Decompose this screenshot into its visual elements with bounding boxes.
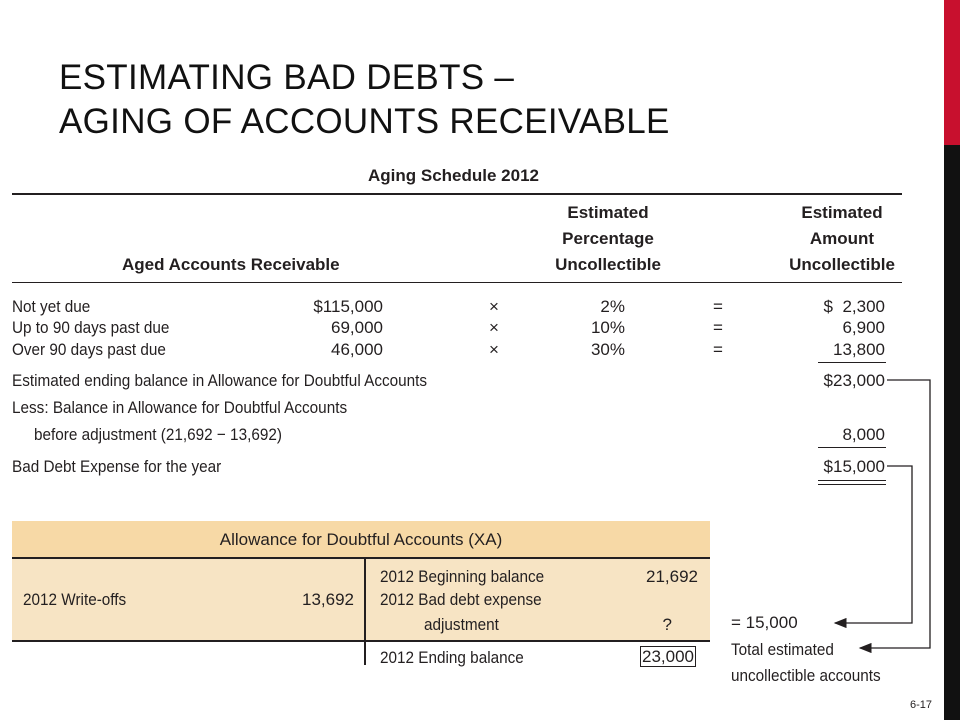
- aging-row-amount: 6,900: [842, 318, 885, 337]
- aging-row-balance: 46,000: [331, 340, 383, 359]
- pct-header-line-3: Uncollectible: [555, 255, 661, 274]
- ending-balance-amount: $23,000: [823, 371, 885, 390]
- aging-row-amount: $ 2,300: [823, 297, 885, 316]
- less-balance-label-line-2: before adjustment (21,692 − 13,692): [34, 425, 282, 444]
- debit-label: 2012 Write-offs: [23, 590, 127, 609]
- ending-balance-label: Estimated ending balance in Allowance for Doubtful Accounts: [12, 371, 428, 390]
- equals-icon: =: [713, 318, 723, 337]
- aging-row-amount: 13,800: [833, 340, 885, 359]
- multiply-icon: ×: [489, 340, 499, 359]
- debit-amount: 13,692: [302, 590, 354, 609]
- aging-row-percent: 30%: [590, 340, 625, 359]
- adjustment-label-line-1: 2012 Bad debt expense: [380, 590, 542, 609]
- equals-icon: =: [713, 340, 723, 359]
- beginning-balance-label: 2012 Beginning balance: [380, 567, 545, 586]
- multiply-icon: ×: [489, 318, 499, 337]
- multiply-icon: ×: [489, 297, 499, 316]
- equals-icon: =: [713, 297, 723, 316]
- amt-header-line-1: Estimated: [801, 203, 883, 222]
- amt-header-line-2: Amount: [809, 229, 875, 248]
- amt-header-line-3: Uncollectible: [789, 255, 895, 274]
- pct-header-line-1: Estimated: [567, 203, 649, 222]
- adjustment-label-line-2: adjustment: [424, 615, 499, 634]
- slide-title-line-1: ESTIMATING BAD DEBTS –: [59, 58, 515, 97]
- beginning-balance-amount: 21,692: [646, 567, 698, 586]
- total-estimated-line-1: Total estimated: [731, 640, 834, 659]
- adjustment-amount: ?: [662, 615, 672, 634]
- total-estimated-line-2: uncollectible accounts: [731, 666, 881, 685]
- bad-debt-expense-amount: $15,000: [823, 457, 885, 476]
- ending-balance-t-label: 2012 Ending balance: [380, 648, 524, 667]
- page-number: 6-17: [910, 699, 933, 711]
- pct-header-line-2: Percentage: [562, 229, 654, 248]
- t-account-title: Allowance for Doubtful Accounts (XA): [219, 530, 503, 549]
- bad-debt-expense-label: Bad Debt Expense for the year: [12, 457, 222, 476]
- arrow-to-total-estimated: [860, 380, 930, 648]
- less-balance-amount: 8,000: [842, 425, 885, 444]
- ending-balance-box: 23,000: [642, 647, 694, 666]
- aging-row-label: Not yet due: [12, 297, 91, 316]
- equals-15000-note: = 15,000: [731, 613, 798, 632]
- slide-title-line-2: AGING OF ACCOUNTS RECEIVABLE: [59, 102, 670, 141]
- aged-ar-header: Aged Accounts Receivable: [122, 255, 340, 274]
- arrow-to-15000: [835, 466, 912, 623]
- aging-schedule-title: Aging Schedule 2012: [368, 166, 539, 185]
- aging-row-balance: $115,000: [313, 297, 383, 316]
- aging-row-label: Up to 90 days past due: [12, 318, 170, 337]
- aging-row-percent: 10%: [590, 318, 625, 337]
- aging-row-label: Over 90 days past due: [12, 340, 166, 359]
- less-balance-label-line-1: Less: Balance in Allowance for Doubtful Accounts: [12, 398, 348, 417]
- aging-row-percent: 2%: [600, 297, 625, 316]
- aging-row-balance: 69,000: [331, 318, 383, 337]
